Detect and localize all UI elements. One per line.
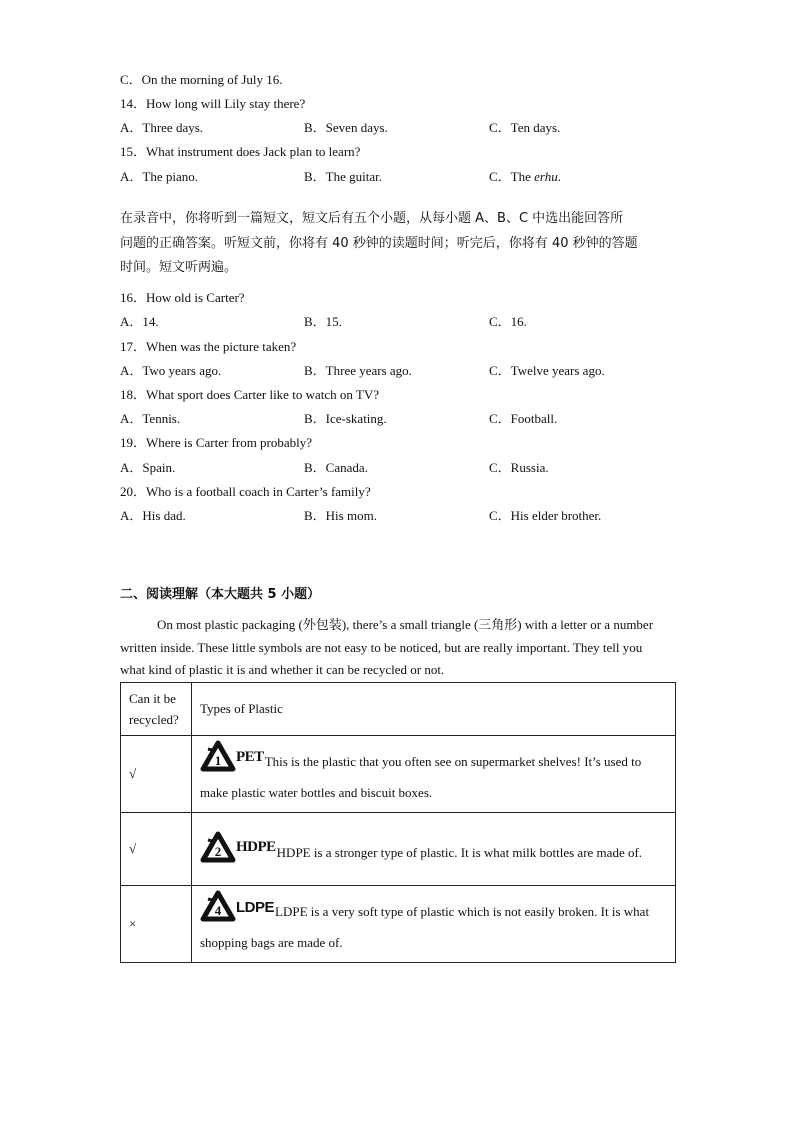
symbol-code: PET [236, 748, 264, 765]
recycling-symbol [200, 890, 274, 924]
q17-question: 17．When was the picture taken? [120, 339, 297, 354]
q16-question: 16．How old is Carter? [120, 290, 245, 305]
q18-option-b: B．Ice-skating. [304, 411, 387, 426]
reading-paragraph: On most plastic packaging (外包装), there’s a small triangle (三角形) with a letter or a number written inside. These little symbols are not easy to be noticed, but are really important. They tell you what kind of plastic it is and whether it can be recycled or not. [120, 617, 654, 677]
plastic-type-cell [192, 886, 676, 963]
reading-section-heading: 二、阅读理解（本大题共 5 小题） [120, 587, 321, 602]
symbol-code: HDPE [236, 839, 276, 855]
q17-option-a: A．Two years ago. [120, 363, 222, 378]
recycle-triangle-icon [200, 740, 236, 774]
q14-question: 14．How long will Lily stay there? [120, 96, 306, 111]
description-text: LDPE is a very soft type of plastic which is not easily broken. It is what shopping bags are made of. [200, 904, 650, 950]
q16-option-a: A．14. [120, 314, 159, 329]
q19-option-b: B．Canada. [304, 460, 368, 475]
symbol-number: 2 [214, 843, 222, 859]
table-row [121, 886, 676, 963]
q19-option-c: C．Russia. [489, 460, 549, 475]
instructions-line-2: 问题的正确答案。听短文前，你将有 40 秒钟的读题时间；听完后，你将有 40 秒钟的答题 [120, 235, 638, 251]
q19-question: 19．Where is Carter from probably? [120, 435, 313, 450]
symbol-code: LDPE [236, 898, 275, 916]
recycle-triangle-icon [200, 890, 236, 924]
q20-option-c: C．His elder brother. [489, 508, 602, 523]
plastic-type-cell [192, 736, 676, 813]
q20-option-b: B．His mom. [304, 508, 377, 523]
plastic-description [200, 831, 667, 868]
recycled-mark: √ [121, 813, 192, 886]
description-text: HDPE is a stronger type of plastic. It is what milk bottles are made of. [276, 844, 643, 860]
table-row [121, 736, 676, 813]
description-text: This is the plastic that you often see on supermarket shelves! It’s used to make plastic water bottles and biscuit boxes. [200, 754, 642, 800]
q15-option-a: A．The piano. [120, 169, 198, 184]
q16-option-c: C．16. [489, 314, 527, 329]
plastic-description [200, 740, 667, 808]
symbol-number: 1 [214, 753, 222, 768]
table-header-row [121, 683, 676, 736]
q14-option-b: B．Seven days. [304, 120, 388, 135]
q13-option-c: C．On the morning of July 16. [120, 72, 283, 87]
plastic-type-cell [192, 813, 676, 886]
plastic-types-table [120, 682, 676, 963]
q17-option-b: B．Three years ago. [304, 363, 412, 378]
instructions-line-1: 在录音中，你将听到一篇短文，短文后有五个小题，从每小题 A、B、C 中选出能回答所 [120, 211, 624, 226]
recycling-symbol [200, 831, 276, 865]
q18-option-c: C．Football. [489, 411, 558, 426]
plastic-description [200, 890, 667, 958]
q15-option-c: C．The erhu. [489, 169, 561, 184]
table-row [121, 813, 676, 886]
header-recycled: Can it be recycled? [121, 683, 192, 736]
listening-instructions [120, 207, 680, 281]
q14-option-c: C．Ten days. [489, 120, 561, 135]
recycling-symbol [200, 740, 264, 774]
q16-option-b: B．15. [304, 314, 342, 329]
recycled-mark: √ [121, 736, 192, 813]
recycled-mark: × [121, 886, 192, 963]
q20-option-a: A．His dad. [120, 508, 186, 523]
symbol-number: 4 [214, 903, 222, 918]
q18-option-a: A．Tennis. [120, 411, 181, 426]
q19-option-a: A．Spain. [120, 460, 176, 475]
recycle-triangle-icon [200, 831, 236, 865]
header-types: Types of Plastic [192, 683, 676, 736]
q18-question: 18．What sport does Carter like to watch on TV? [120, 387, 379, 402]
q17-option-c: C．Twelve years ago. [489, 363, 605, 378]
instructions-line-3: 时间。短文听两遍。 [120, 260, 238, 275]
q20-question: 20．Who is a football coach in Carter’s family? [120, 484, 371, 499]
q15-option-b: B．The guitar. [304, 169, 382, 184]
q15-question: 15．What instrument does Jack plan to learn? [120, 144, 361, 159]
q14-option-a: A．Three days. [120, 120, 204, 135]
